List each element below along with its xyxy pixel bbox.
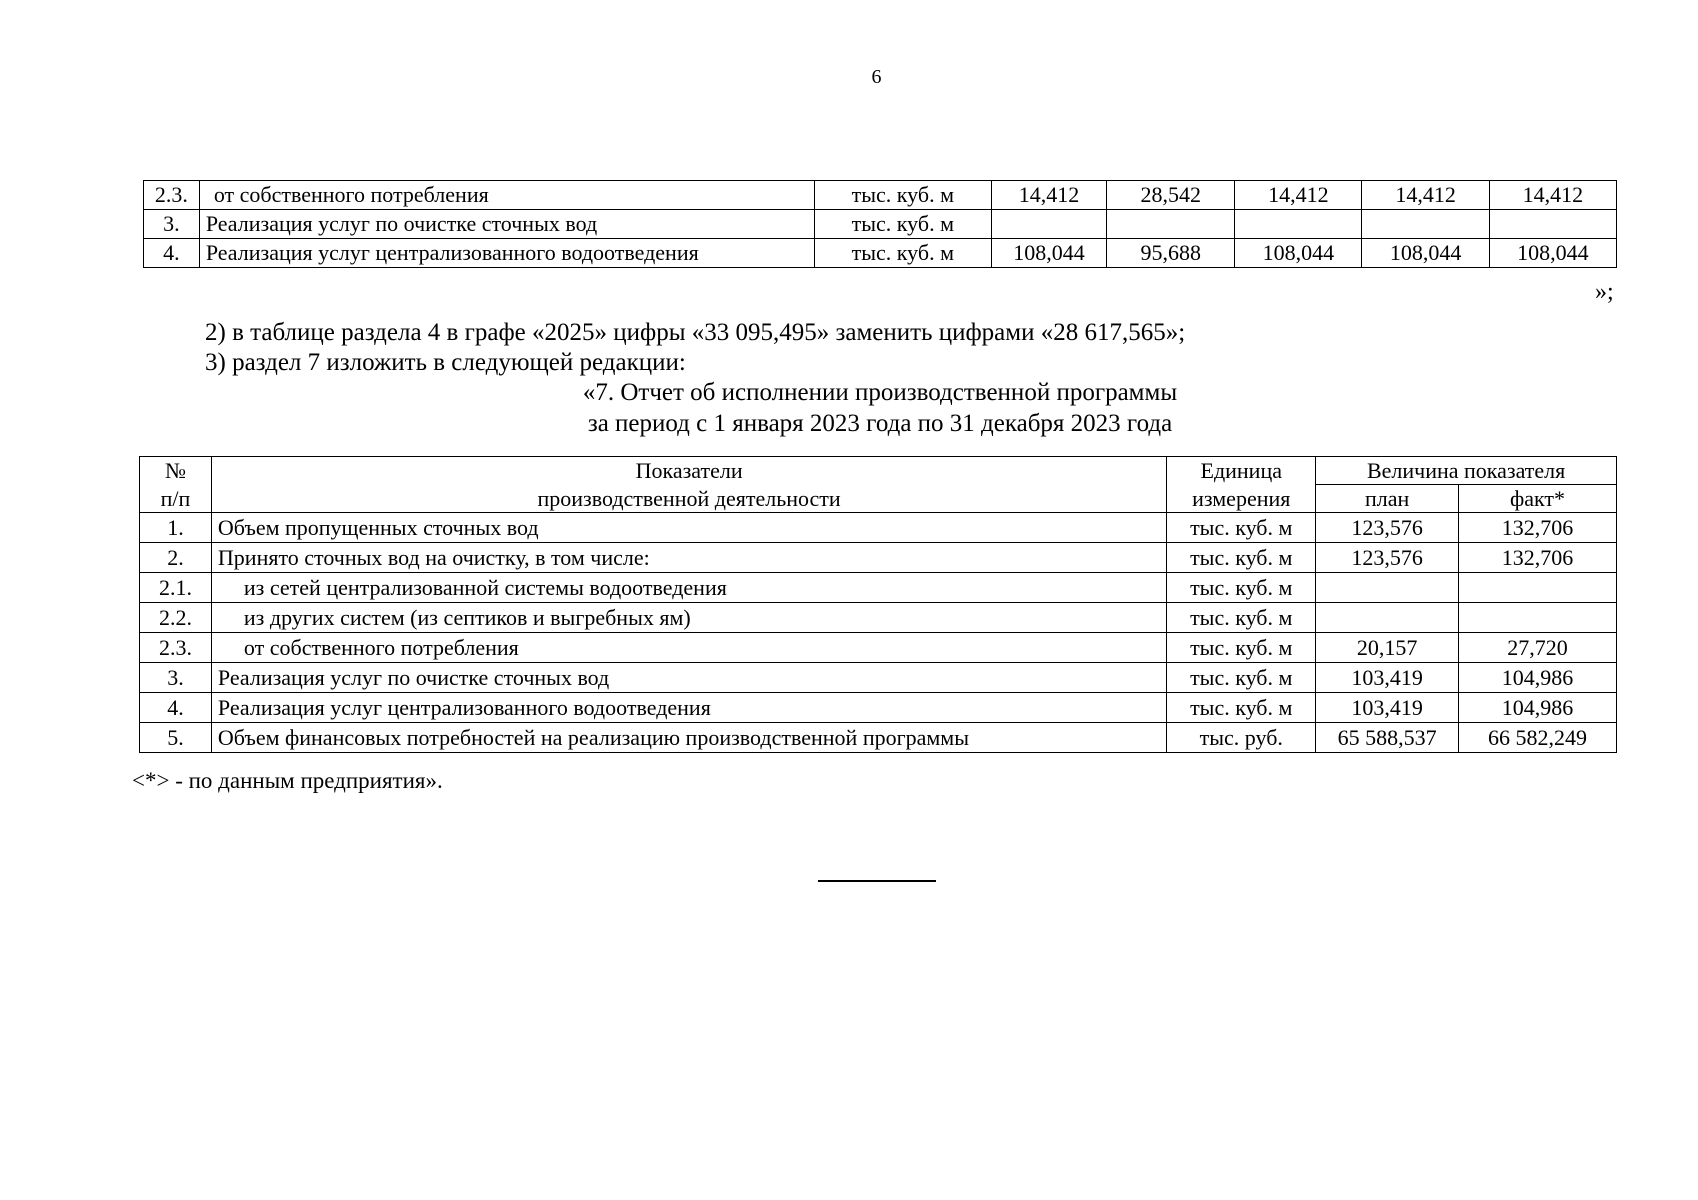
row-number: 5. (140, 723, 212, 753)
row-number: 2. (140, 543, 212, 573)
row-plan: 65 588,537 (1316, 723, 1459, 753)
continued-table (143, 180, 1617, 268)
row-plan: 103,419 (1316, 693, 1459, 723)
row-number: 4. (140, 693, 212, 723)
table-row (140, 543, 1617, 573)
row-name: Объем пропущенных сточных вод (211, 513, 1166, 543)
row-plan: 123,576 (1316, 513, 1459, 543)
table-row (140, 663, 1617, 693)
header-num (140, 457, 212, 513)
header-unit-line2: измерения (1192, 485, 1291, 511)
row-value: 14,412 (1489, 181, 1616, 210)
row-number: 3. (140, 663, 212, 693)
header-plan: план (1316, 485, 1459, 513)
row-unit: тыс. куб. м (1167, 573, 1316, 603)
header-row-1 (140, 457, 1617, 485)
row-unit: тыс. руб. (1167, 723, 1316, 753)
row-name: от собственного потребления (211, 633, 1166, 663)
row-name: Реализация услуг по очистке сточных вод (199, 210, 814, 239)
end-divider (818, 880, 936, 882)
row-unit: тыс. куб. м (1167, 663, 1316, 693)
header-indicators-line2: производственной деятельности (537, 485, 841, 511)
table-row (140, 633, 1617, 663)
row-unit: тыс. куб. м (1167, 693, 1316, 723)
row-plan: 123,576 (1316, 543, 1459, 573)
row-number: 1. (140, 513, 212, 543)
section-heading-line2: за период с 1 января 2023 года по 31 декабря 2023 года (587, 410, 1173, 437)
row-number: 2.2. (140, 603, 212, 633)
row-name: Объем финансовых потребностей на реализацию производственной программы (211, 723, 1166, 753)
row-number: 2.1. (140, 573, 212, 603)
header-num-line1: № (164, 457, 186, 483)
header-indicators-line1: Показатели (635, 457, 743, 483)
table-row (140, 693, 1617, 723)
table-row (140, 513, 1617, 543)
row-plan (1316, 573, 1459, 603)
row-name: Реализация услуг централизованного водоотведения (211, 693, 1166, 723)
page-number: 6 (871, 66, 882, 88)
row-number: 2.3. (140, 633, 212, 663)
row-unit: тыс. куб. м (1167, 513, 1316, 543)
row-fact (1459, 573, 1617, 603)
row-unit: тыс. куб. м (814, 181, 991, 210)
row-fact: 104,986 (1459, 693, 1617, 723)
row-value: 95,688 (1107, 239, 1235, 268)
row-fact: 132,706 (1459, 513, 1617, 543)
row-value (1489, 210, 1616, 239)
row-value: 108,044 (1362, 239, 1489, 268)
row-value: 14,412 (991, 181, 1106, 210)
row-value (1107, 210, 1235, 239)
header-fact: факт* (1459, 485, 1617, 513)
row-unit: тыс. куб. м (1167, 543, 1316, 573)
row-name: из других систем (из септиков и выгребных ям) (211, 603, 1166, 633)
table-row (140, 603, 1617, 633)
row-unit: тыс. куб. м (1167, 603, 1316, 633)
row-value: 108,044 (991, 239, 1106, 268)
header-indicators (211, 457, 1166, 513)
row-value: 14,412 (1362, 181, 1489, 210)
table-row (144, 210, 1617, 239)
table-row (140, 573, 1617, 603)
row-plan (1316, 603, 1459, 633)
row-fact: 132,706 (1459, 543, 1617, 573)
row-fact: 66 582,249 (1459, 723, 1617, 753)
row-name: Реализация услуг централизованного водоотведения (199, 239, 814, 268)
row-unit: тыс. куб. м (1167, 633, 1316, 663)
row-fact: 27,720 (1459, 633, 1617, 663)
row-name: от собственного потребления (199, 181, 814, 210)
table-row (144, 181, 1617, 210)
section-heading-line1: «7. Отчет об исполнении производственной программы (582, 379, 1178, 406)
row-plan: 103,419 (1316, 663, 1459, 693)
row-name: из сетей централизованной системы водоотведения (211, 573, 1166, 603)
row-value: 108,044 (1489, 239, 1616, 268)
row-value: 28,542 (1107, 181, 1235, 210)
footnote: <*> - по данным предприятия». (132, 768, 443, 793)
row-unit: тыс. куб. м (814, 210, 991, 239)
row-fact (1459, 603, 1617, 633)
row-fact: 104,986 (1459, 663, 1617, 693)
paragraph-3: 3) раздел 7 изложить в следующей редакции: (205, 349, 686, 376)
row-value (1362, 210, 1489, 239)
row-number: 4. (144, 239, 200, 268)
row-plan: 20,157 (1316, 633, 1459, 663)
table-row (144, 239, 1617, 268)
header-unit (1167, 457, 1316, 513)
row-number: 3. (144, 210, 200, 239)
closing-quote: »; (1595, 279, 1614, 305)
row-name: Принято сточных вод на очистку, в том числе: (211, 543, 1166, 573)
row-number: 2.3. (144, 181, 200, 210)
row-name: Реализация услуг по очистке сточных вод (211, 663, 1166, 693)
table-row (140, 723, 1617, 753)
header-num-line2: п/п (160, 485, 191, 511)
header-unit-line1: Единица (1200, 457, 1282, 483)
report-table (139, 456, 1617, 753)
row-value: 14,412 (1235, 181, 1362, 210)
paragraph-2: 2) в таблице раздела 4 в графе «2025» цифры «33 095,495» заменить цифрами «28 617,565»; (205, 319, 1186, 346)
header-value-group: Величина показателя (1316, 457, 1617, 485)
row-value (991, 210, 1106, 239)
row-value (1235, 210, 1362, 239)
row-value: 108,044 (1235, 239, 1362, 268)
row-unit: тыс. куб. м (814, 239, 991, 268)
